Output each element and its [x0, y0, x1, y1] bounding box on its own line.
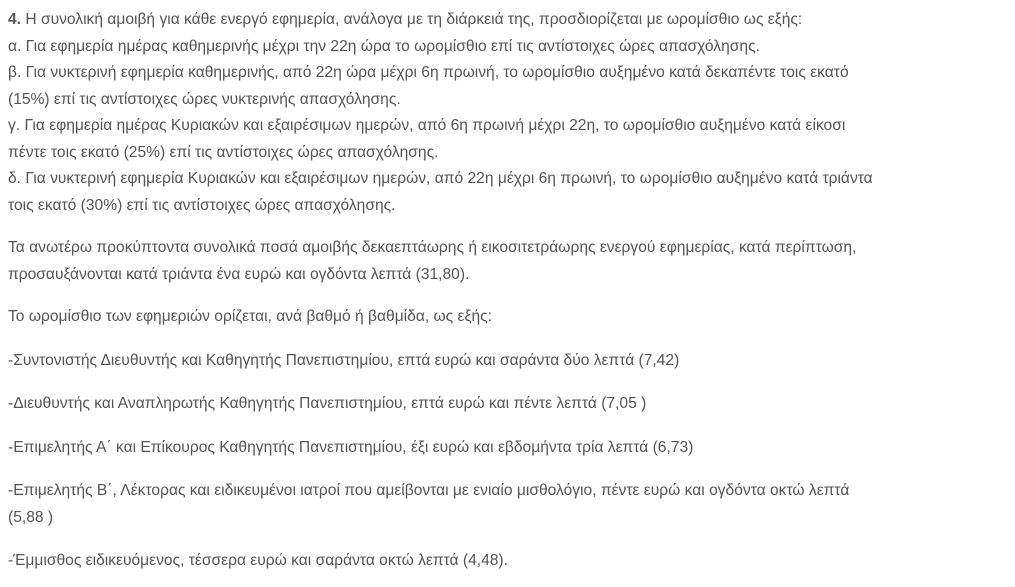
item-d: δ. Για νυκτερινή εφημερία Κυριακών και εξαιρέσιμων ημερών, από 22η μέχρι 6η πρωινή, το ωρομίσθιο αυξημένο κατά τριάντα [8, 170, 873, 187]
item-c-cont: πέντε τοις εκατό (25%) επί τις αντίστοιχες ώρες απασχόλησης. [8, 143, 439, 161]
surcharge-line: Τα ανωτέρω προκύπτοντα συνολικά ποσά αμοιβής δεκαεπτάωρης ή εικοσιτετράωρης ενεργού εφημερίας, κατά περίπτωση, [8, 239, 857, 256]
rate-item [8, 391, 1015, 418]
rate-item [8, 348, 1015, 375]
surcharge-paragraph [8, 235, 1015, 288]
rate-line: -Διευθυντής και Αναπληρωτής Καθηγητής Πανεπιστημίου, επτά ευρώ και πέντε λεπτά (7,05 ) [8, 395, 647, 412]
surcharge-line: προσαυξάνονται κατά τριάντα ένα ευρώ και ογδόντα λεπτά (31,80). [8, 265, 470, 283]
rates-intro: Το ωρομίσθιο των εφημεριών ορίζεται, ανά βαθμό ή βαθμίδα, ως εξής: [8, 308, 492, 325]
item-c: γ. Για εφημερία ημέρας Κυριακών και εξαιρέσιμων ημερών, από 6η πρωινή μέχρι 22η, το ωρομίσθιο αυξημένο κατά είκοσι [8, 117, 846, 134]
rate-line: -Έμμισθος ειδικευόμενος, τέσσερα ευρώ και σαράντα οκτώ λεπτά (4,48). [8, 552, 508, 569]
rate-item [8, 548, 1015, 575]
rate-line: (5,88 ) [8, 508, 54, 526]
rate-line: -Επιμελητής Β΄, Λέκτορας και ειδικευμένοι ιατροί που αμείβονται με ενιαίο μισθολόγιο, πέντε ευρώ και ογδόντα οκτώ λεπτά [8, 482, 850, 499]
rate-line: -Συντονιστής Διευθυντής και Καθηγητής Πανεπιστημίου, επτά ευρώ και σαράντα δύο λεπτά (7,42) [8, 351, 680, 369]
item-a: α. Για εφημερία ημέρας καθημερινής μέχρι την 22η ώρα το ωρομίσθιο επί τις αντίστοιχες ώρες απασχόλησης. [8, 37, 760, 55]
rate-item [8, 478, 1015, 531]
rate-item [8, 435, 1015, 462]
section-number: 4. [8, 11, 22, 28]
item-b: β. Για νυκτερινή εφημερία καθημερινής, από 22η ώρα μέχρι 6η πρωινή, το ωρομίσθιο αυξημένο κατά δεκαπέντε τοις εκατό [8, 64, 849, 81]
rates-intro-paragraph [8, 304, 1015, 331]
section-intro: 4. Η συνολική αμοιβή για κάθε ενεργό εφημερία, ανάλογα με τη διάρκειά της, προσδιορίζεται με ωρομίσθιο ως εξής: [8, 11, 803, 28]
section-4 [8, 7, 1015, 219]
rate-line: -Επιμελητής Α΄ και Επίκουρος Καθηγητής Πανεπιστημίου, έξι ευρώ και εβδομήντα τρία λεπτά (6,73) [8, 438, 694, 456]
item-d-cont: τοις εκατό (30%) επί τις αντίστοιχες ώρες απασχόλησης. [8, 196, 396, 214]
item-b-cont: (15%) επί τις αντίστοιχες ώρες νυκτερινής απασχόλησης. [8, 90, 401, 108]
